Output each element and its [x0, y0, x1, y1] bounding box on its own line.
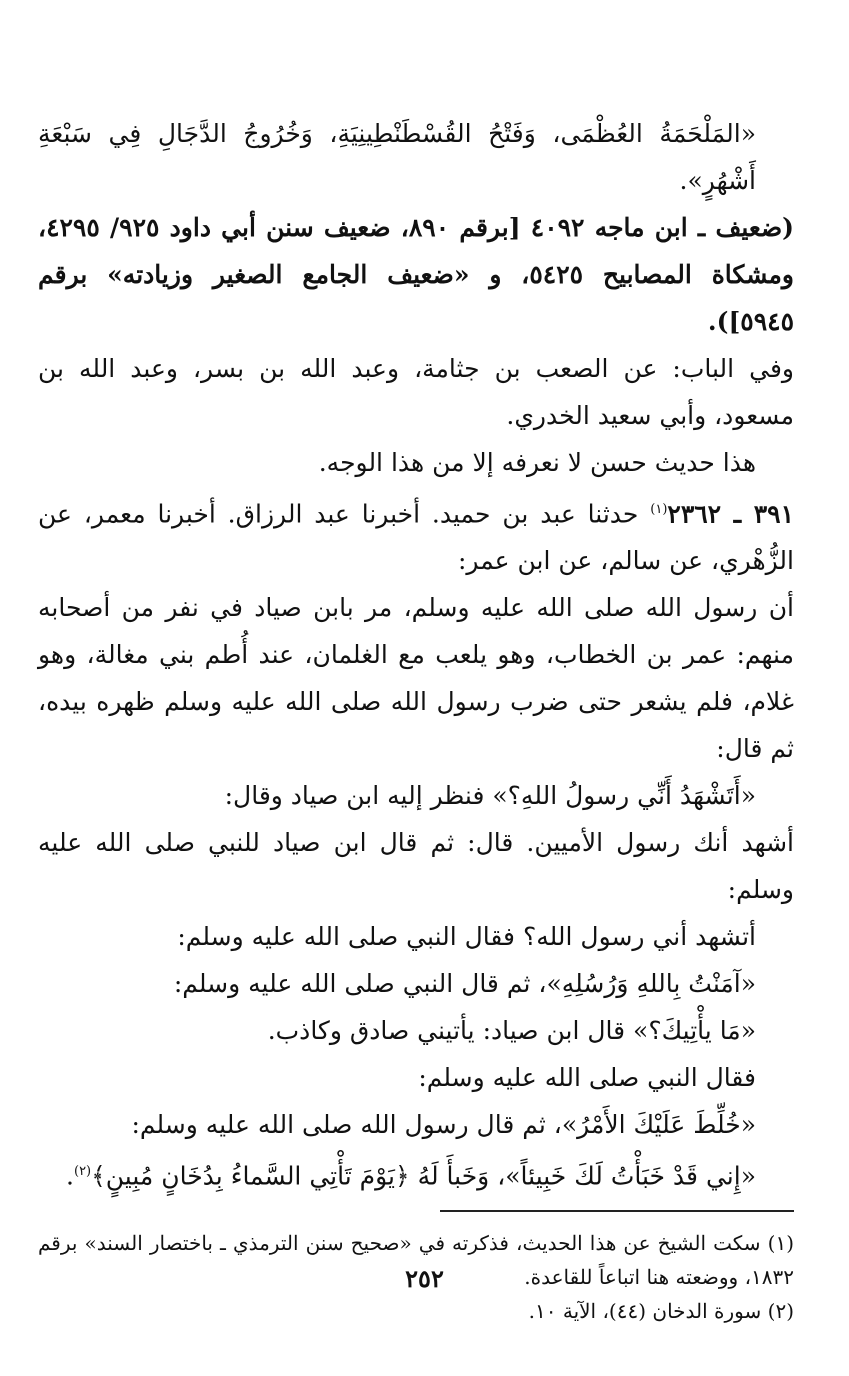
main-text	[38, 110, 794, 1200]
matn-paragraph: أن رسول الله صلى الله عليه وسلم، مر بابن صياد في نفر من أصحابه منهم: عمر بن الخطاب، وهو يلعب مع الغلمان، عند أُطم بني مغالة، وهو غلام، فلم يشعر حتى ضرب رسول الله صلى الله عليه وسلم ظهره بيده، ثم قال:	[38, 593, 794, 764]
footnote-1-text: سكت الشيخ عن هذا الحديث، فذكرته في «صحيح سنن الترمذي ـ باختصار السند» برقم ١٨٣٢، ووضعته هنا اتباعاً للقاعدة.	[38, 1230, 794, 1289]
footnote-2-text: سورة الدخان (٤٤)، الآية ١٠.	[528, 1298, 762, 1323]
hadith-text: «المَلْحَمَةُ العُظْمَى، وَفَتْحُ القُسْطَنْطِينِيَةِ، وَخُرُوجُ الدَّجَالِ فِي سَبْعَةِ أَشْهُرٍ».	[38, 119, 756, 195]
dialogue-line-8-text: «إِني قَدْ خَبَأْتُ لَكَ خَبِيئاً»، وَخَبأَ لَهُ ﴿يَوْمَ تَأْتِي السَّماءُ بِدُخَانٍ مُبِينٍ﴾	[91, 1161, 756, 1191]
footnote-divider	[440, 1210, 794, 1212]
grading-note: هذا حديث حسن لا نعرفه إلا من هذا الوجه.	[318, 448, 756, 477]
page-number: ٢٥٢	[405, 1264, 444, 1293]
dialogue-line-4: «آمَنْتُ بِاللهِ وَرُسُلِهِ»، ثم قال النبي صلى الله عليه وسلم:	[173, 969, 756, 999]
isnad-paragraph	[38, 486, 794, 584]
footnote-marker-1: (١)	[650, 502, 668, 517]
isnad-text: حدثنا عبد بن حميد. أخبرنا عبد الرزاق. أخبرنا معمر، عن الزُّهْري، عن سالم، عن ابن عمر:	[38, 499, 794, 576]
dialogue-line-8-end: .	[66, 1161, 74, 1191]
footnote-2	[38, 1294, 794, 1328]
dialogue-line-3: أتشهد أني رسول الله؟ فقال النبي صلى الله عليه وسلم:	[177, 922, 756, 952]
dialogue-line-2: أشهد أنك رسول الأميين. قال: ثم قال ابن صياد للنبي صلى الله عليه وسلم:	[38, 828, 794, 905]
dialogue-line-5: «مَا يأْتِيكَ؟» قال ابن صياد: يأتيني صادق وكاذب.	[267, 1016, 756, 1046]
hadith-number: ٣٩١ ـ ٢٣٦٢	[667, 499, 795, 529]
dialogue-line-8	[38, 1148, 794, 1199]
dialogue-line-7: «خُلِّطَ عَلَيْكَ الأَمْرُ»، ثم قال رسول الله صلى الله عليه وسلم:	[131, 1110, 756, 1140]
footnote-2-number: (٢)	[767, 1298, 794, 1323]
chapter-note: وفي الباب: عن الصعب بن جثامة، وعبد الله بن بسر، وعبد الله بن مسعود، وأبي سعيد الخدري.	[38, 354, 794, 430]
dialogue-line-6: فقال النبي صلى الله عليه وسلم:	[418, 1063, 756, 1093]
takhrij-note: (ضعيف ـ ابن ماجه ٤٠٩٢ [برقم ٨٩٠، ضعيف سنن أبي داود ٩٢٥/ ٤٢٩٥، ومشكاة المصابيح ٥٤٢٥، و «ضعيف الجامع الصغير وزيادته» برقم ٥٩٤٥]).	[38, 213, 795, 336]
dialogue-line-1: «أَتَشْهَدُ أَنِّي رسولُ اللهِ؟» فنظر إليه ابن صياد وقال:	[224, 781, 756, 811]
page-body	[38, 110, 794, 1328]
footnote-1-number: (١)	[767, 1230, 794, 1255]
footnote-marker-2: (٢)	[73, 1164, 92, 1180]
